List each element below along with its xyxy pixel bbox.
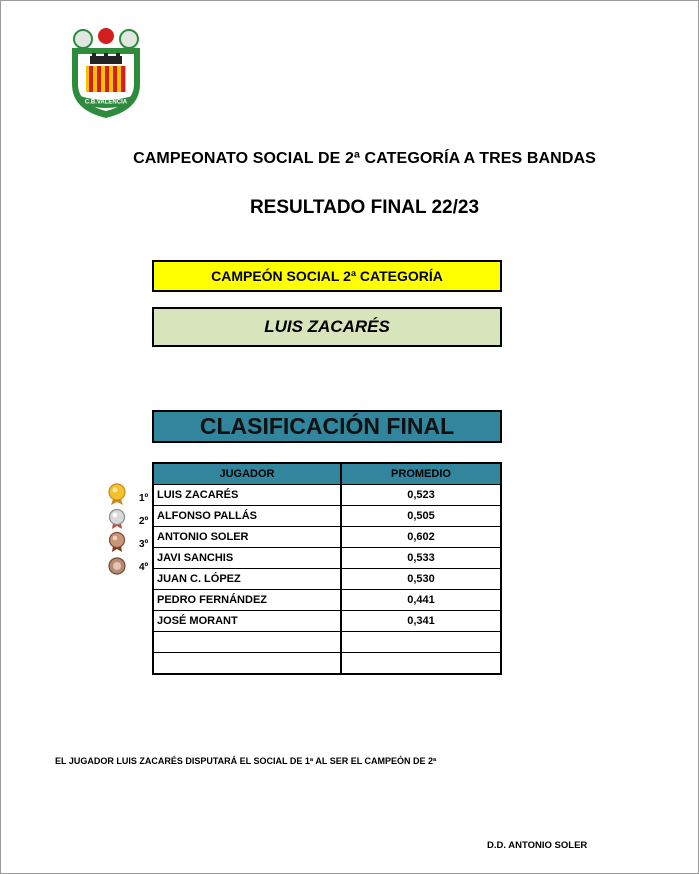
table-row: [153, 632, 501, 653]
champion-name-box: LUIS ZACARÉS: [152, 307, 502, 347]
club-logo: [66, 26, 146, 120]
column-header-average: PROMEDIO: [341, 463, 501, 485]
table-row: [153, 590, 501, 611]
fourth-medal-icon: [106, 555, 128, 577]
column-header-player: JUGADOR: [153, 463, 341, 485]
place-label-2: 2º: [139, 516, 149, 527]
player-average: 0,602: [341, 527, 501, 548]
place-label-3: 3º: [139, 539, 149, 550]
bronze-medal-icon: [106, 531, 128, 553]
classification-title: CLASIFICACIÓN FINAL: [152, 410, 502, 443]
championship-title: CAMPEONATO SOCIAL DE 2ª CATEGORÍA A TRES BANDAS: [133, 150, 596, 167]
signature: D.D. ANTONIO SOLER: [487, 840, 588, 851]
table-row: [153, 611, 501, 632]
place-label-4: 4º: [139, 562, 149, 573]
table-header-row: [153, 463, 501, 485]
table-row: [153, 548, 501, 569]
player-name: JOSÉ MORANT: [153, 611, 341, 632]
player-average: 0,530: [341, 569, 501, 590]
gold-medal-icon: [106, 483, 128, 505]
player-average: 0,523: [341, 485, 501, 506]
table-row: [153, 527, 501, 548]
classification-table: [152, 462, 502, 675]
player-average: [341, 653, 501, 675]
place-label-1: 1º: [139, 493, 149, 504]
player-average: [341, 632, 501, 653]
player-name: [153, 653, 341, 675]
player-name: PEDRO FERNÁNDEZ: [153, 590, 341, 611]
player-name: [153, 632, 341, 653]
table-row: [153, 506, 501, 527]
table-row: [153, 653, 501, 675]
logo-text: C.B.VALENCIA: [84, 99, 128, 106]
player-average: 0,505: [341, 506, 501, 527]
player-average: 0,441: [341, 590, 501, 611]
player-average: 0,341: [341, 611, 501, 632]
silver-medal-icon: [106, 508, 128, 530]
champion-label-box: CAMPEÓN SOCIAL 2ª CATEGORÍA: [152, 260, 502, 292]
player-name: JAVI SANCHIS: [153, 548, 341, 569]
player-name: ALFONSO PALLÁS: [153, 506, 341, 527]
player-average: 0,533: [341, 548, 501, 569]
player-name: ANTONIO SOLER: [153, 527, 341, 548]
result-subtitle: RESULTADO FINAL 22/23: [249, 197, 480, 218]
player-name: LUIS ZACARÉS: [153, 485, 341, 506]
player-name: JUAN C. LÓPEZ: [153, 569, 341, 590]
table-row: [153, 485, 501, 506]
champion-note: EL JUGADOR LUIS ZACARÉS DISPUTARÁ EL SOCIAL DE 1ª AL SER EL CAMPEÓN DE 2ª: [55, 756, 437, 766]
table-row: [153, 569, 501, 590]
